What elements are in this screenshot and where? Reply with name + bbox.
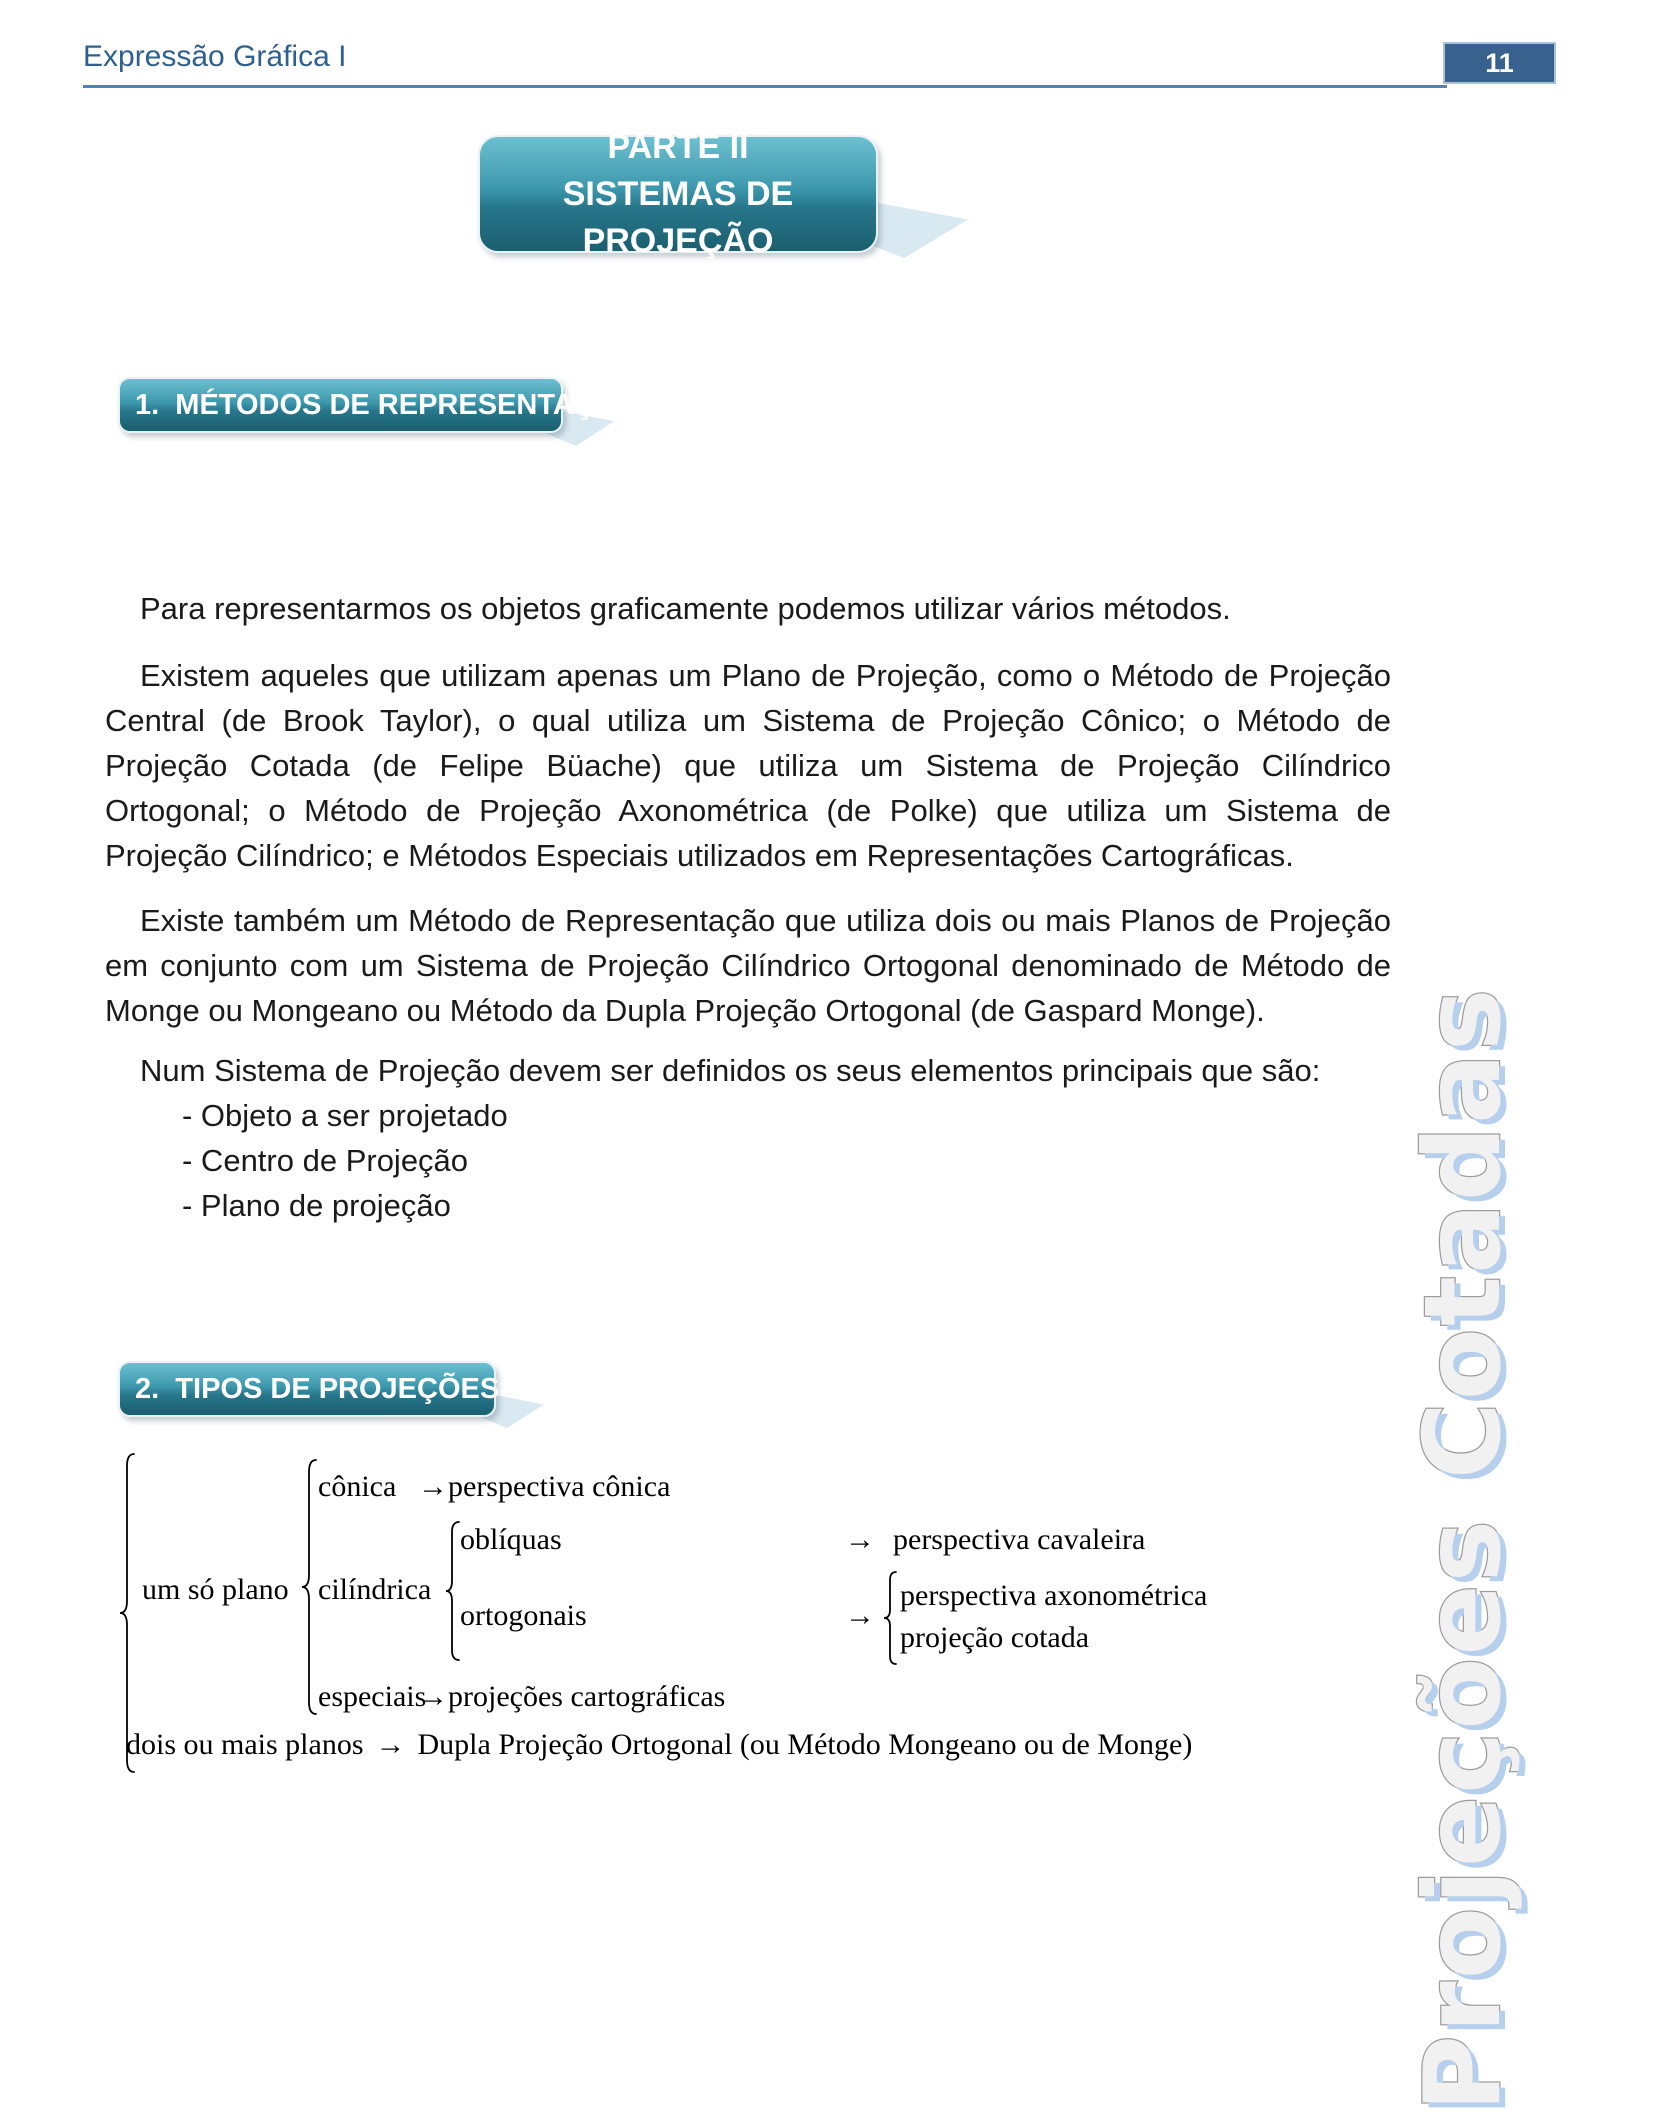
list-item: - Plano de projeção [182, 1188, 451, 1223]
arrow-conica: → [418, 1470, 448, 1503]
list-item: - Centro de Projeção [182, 1143, 469, 1178]
row-dois-ou-mais-planos [126, 1727, 1192, 1763]
header-rule [83, 85, 1447, 88]
one-plane-brace [300, 1458, 320, 1716]
orthogonal-brace [882, 1570, 898, 1666]
arrow-ortogonais: → [845, 1599, 875, 1632]
paragraph-2: Existem aqueles que utilizam apenas um Plano de Projeção, como o Método de Projeção Central (de Brook Taylor), o qual utiliza um Sistema de Projeção Cônico; o Método de Projeção Cotada (de Felipe Büache) que utiliza um Sistema de Projeção Cilíndrico Ortogonal; o Método de Projeção Axonométrica (de Polke) que utiliza um Sistema de Projeção Cilíndrico; e Métodos Especiais utilizados em Representações Cartográficas. [105, 658, 1391, 873]
label-ortogonais: ortogonais [460, 1599, 587, 1632]
arrow-obliquas: → [845, 1523, 875, 1556]
label-projecao-cotada: projeção cotada [900, 1621, 1090, 1654]
label-perspectiva-axonometrica: perspectiva axonométrica [900, 1579, 1208, 1612]
arrow-especiais: → [418, 1680, 448, 1713]
label-dois-ou-mais-planos: dois ou mais planos [126, 1728, 364, 1761]
label-conica: cônica [318, 1470, 397, 1503]
vertical-watermark-text: Projeções Cotadas [1402, 986, 1524, 2112]
list-item: - Objeto a ser projetado [182, 1098, 508, 1133]
header-course-title: Expressão Gráfica I [83, 40, 347, 73]
label-especiais: especiais [318, 1680, 427, 1713]
label-cilindrica: cilíndrica [318, 1573, 432, 1606]
body-text [105, 586, 1391, 1228]
part-title-line2: SISTEMAS DE PROJEÇÃO [562, 174, 794, 260]
label-um-so-plano: um só plano [142, 1573, 289, 1606]
paragraph-4: Num Sistema de Projeção devem ser definidos os seus elementos principais que são: [140, 1053, 1321, 1088]
label-perspectiva-conica: perspectiva cônica [448, 1470, 671, 1503]
label-projecoes-cartograficas: projeções cartográficas [448, 1680, 726, 1713]
paragraph-1: Para representarmos os objetos graficamente podemos utilizar vários métodos. [140, 591, 1231, 626]
section1-heading: 1. MÉTODOS DE REPRESENTAÇÃO [118, 377, 563, 433]
label-perspectiva-cavaleira: perspectiva cavaleira [893, 1523, 1146, 1556]
section2-heading: 2. TIPOS DE PROJEÇÕES [118, 1361, 496, 1417]
part-title-line1: PARTE II [607, 127, 749, 166]
label-dupla-projecao: Dupla Projeção Ortogonal (ou Método Mongeano ou de Monge) [417, 1728, 1193, 1761]
paragraph-3: Existe também um Método de Representação que utiliza dois ou mais Planos de Projeção em conjunto com um Sistema de Projeção Cilíndrico Ortogonal denominado de Método de Monge ou Mongeano ou Método da Dupla Projeção Ortogonal (de Gaspard Monge). [105, 903, 1391, 1028]
arrow-dois-planos: → [375, 1728, 406, 1761]
outer-brace [118, 1452, 138, 1774]
page-number-badge: 11 [1443, 42, 1556, 84]
part-title-box [478, 127, 878, 260]
label-obliquas: oblíquas [460, 1523, 562, 1556]
